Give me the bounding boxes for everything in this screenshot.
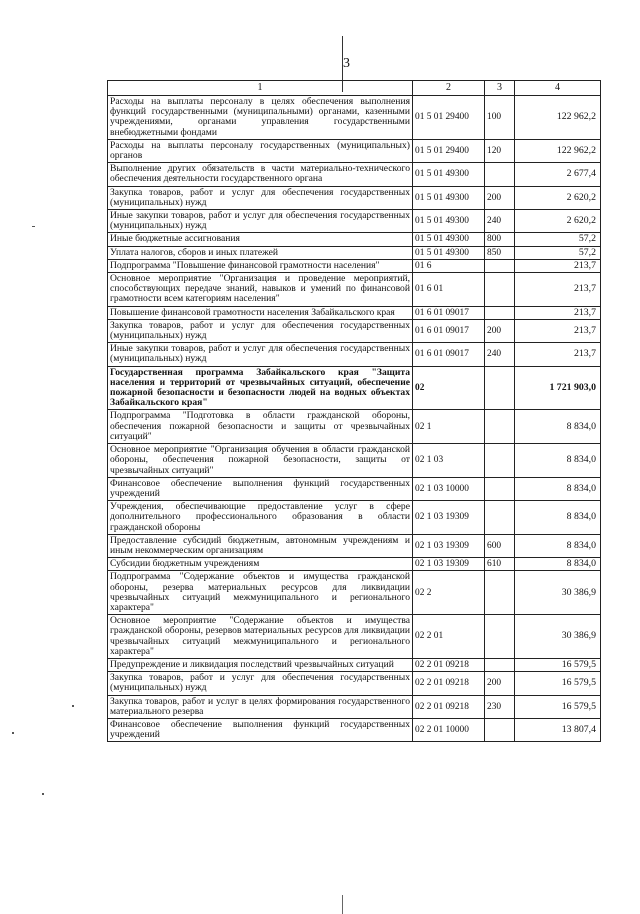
row-code: 01 6 01 [413, 273, 485, 307]
row-description: Основное мероприятие "Организация обучения в области гражданской обороны, обеспечения пожарной безопасности, защиты от чрезвычайных ситуаций" [108, 444, 413, 478]
table-row [108, 96, 601, 140]
row-amount: 122 962,2 [515, 96, 601, 140]
scan-dot [32, 226, 35, 227]
row-expense-type [485, 658, 515, 671]
row-expense-type [485, 571, 515, 615]
row-amount: 16 579,5 [515, 695, 601, 718]
row-description: Финансовое обеспечение выполнения функций государственных учреждений [108, 477, 413, 500]
row-expense-type [485, 273, 515, 307]
row-code: 02 2 01 [413, 615, 485, 659]
row-description: Государственная программа Забайкальского края "Защита населения и территорий от чрезвычайных ситуаций, обеспечение пожарной безопасности и безопасности людей на водных объектах Забайкальского края" [108, 366, 413, 410]
row-code: 02 1 03 19309 [413, 534, 485, 557]
row-description: Подпрограмма "Содержание объектов и имущества гражданской обороны, резерва материальных ресурсов для ликвидации чрезвычайных ситуаций межмуниципального и регионального характера" [108, 571, 413, 615]
row-expense-type: 200 [485, 672, 515, 695]
row-amount: 213,7 [515, 259, 601, 272]
row-description: Выполнение других обязательств в части материально-технического обеспечения деятельности государственного органа [108, 163, 413, 186]
row-description: Закупка товаров, работ и услуг для обеспечения государственных (муниципальных) нужд [108, 186, 413, 209]
row-code: 01 6 01 09017 [413, 306, 485, 319]
row-amount: 57,2 [515, 233, 601, 246]
row-description: Учреждения, обеспечивающие предоставление услуг в сфере дополнительного профессионального образования в области гражданской обороны [108, 501, 413, 535]
row-description: Повышение финансовой грамотности населения Забайкальского края [108, 306, 413, 319]
table-row [108, 246, 601, 259]
table-header-row [108, 81, 601, 96]
row-description: Финансовое обеспечение выполнения функций государственных учреждений [108, 718, 413, 741]
page-number: 3 [343, 56, 350, 71]
row-code: 01 5 01 49300 [413, 186, 485, 209]
row-expense-type: 600 [485, 534, 515, 557]
row-description: Расходы на выплаты персоналу государственных (муниципальных) органов [108, 139, 413, 162]
row-amount: 8 834,0 [515, 477, 601, 500]
row-code: 01 6 [413, 259, 485, 272]
row-amount: 213,7 [515, 273, 601, 307]
row-code: 01 5 01 49300 [413, 246, 485, 259]
row-code: 02 1 03 19309 [413, 558, 485, 571]
row-expense-type [485, 366, 515, 410]
scan-dot [42, 793, 44, 795]
row-description: Основное мероприятие "Организация и проведение мероприятий, способствующих передаче знаний, навыков и умений по финансовой грамотности всем категориям населения" [108, 273, 413, 307]
table-row [108, 444, 601, 478]
table-row [108, 186, 601, 209]
row-code: 02 1 03 19309 [413, 501, 485, 535]
row-code: 02 1 03 10000 [413, 477, 485, 500]
row-amount: 8 834,0 [515, 410, 601, 444]
table-row [108, 259, 601, 272]
budget-table [107, 80, 601, 742]
row-expense-type [485, 306, 515, 319]
row-description: Субсидии бюджетным учреждениям [108, 558, 413, 571]
row-code: 02 2 [413, 571, 485, 615]
row-amount: 213,7 [515, 306, 601, 319]
row-amount: 122 962,2 [515, 139, 601, 162]
row-expense-type: 200 [485, 319, 515, 342]
row-code: 02 1 [413, 410, 485, 444]
row-expense-type: 240 [485, 343, 515, 366]
row-code: 01 5 01 49300 [413, 210, 485, 233]
row-amount: 8 834,0 [515, 444, 601, 478]
row-amount: 213,7 [515, 343, 601, 366]
row-amount: 213,7 [515, 319, 601, 342]
row-expense-type: 200 [485, 186, 515, 209]
scan-dot [72, 705, 74, 707]
row-code: 02 1 03 [413, 444, 485, 478]
row-amount: 57,2 [515, 246, 601, 259]
row-amount: 2 677,4 [515, 163, 601, 186]
row-description: Предоставление субсидий бюджетным, автономным учреждениям и иным некоммерческим организациям [108, 534, 413, 557]
table-row [108, 718, 601, 741]
row-expense-type: 240 [485, 210, 515, 233]
row-amount: 2 620,2 [515, 186, 601, 209]
table-body [108, 96, 601, 742]
row-amount: 1 721 903,0 [515, 366, 601, 410]
table-row [108, 233, 601, 246]
row-expense-type: 100 [485, 96, 515, 140]
row-code: 02 [413, 366, 485, 410]
row-description: Иные закупки товаров, работ и услуг для обеспечения государственных (муниципальных) нужд [108, 210, 413, 233]
row-code: 01 6 01 09017 [413, 319, 485, 342]
row-expense-type: 610 [485, 558, 515, 571]
row-description: Подпрограмма "Подготовка в области гражданской обороны, обеспечения пожарной безопасности и защиты от чрезвычайных ситуаций" [108, 410, 413, 444]
row-description: Предупреждение и ликвидация последствий чрезвычайных ситуаций [108, 658, 413, 671]
header-cell: 2 [413, 81, 485, 96]
row-description: Основное мероприятие "Содержание объектов и имущества гражданской обороны, резервов материальных ресурсов для ликвидации чрезвычайных ситуаций межмуниципального и регионального характера" [108, 615, 413, 659]
table-row [108, 615, 601, 659]
header-cell: 4 [515, 81, 601, 96]
row-expense-type [485, 259, 515, 272]
table-row [108, 534, 601, 557]
table-row [108, 343, 601, 366]
table-row [108, 672, 601, 695]
row-description: Подпрограмма "Повышение финансовой грамотности населения" [108, 259, 413, 272]
row-code: 02 2 01 10000 [413, 718, 485, 741]
row-amount: 30 386,9 [515, 615, 601, 659]
table-row [108, 366, 601, 410]
row-code: 01 5 01 49300 [413, 233, 485, 246]
row-amount: 16 579,5 [515, 672, 601, 695]
row-code: 02 2 01 09218 [413, 658, 485, 671]
row-amount: 8 834,0 [515, 534, 601, 557]
row-expense-type [485, 444, 515, 478]
table-row [108, 558, 601, 571]
scan-dot [12, 732, 14, 734]
table-row [108, 695, 601, 718]
table-row [108, 571, 601, 615]
row-description: Расходы на выплаты персоналу в целях обеспечения выполнения функций государственными (муниципальными) органами, казенными учреждениями, органами управления государственными внебюджетными фондами [108, 96, 413, 140]
table-row [108, 410, 601, 444]
row-expense-type [485, 163, 515, 186]
row-description: Иные закупки товаров, работ и услуг для обеспечения государственных (муниципальных) нужд [108, 343, 413, 366]
row-code: 01 5 01 49300 [413, 163, 485, 186]
row-description: Закупка товаров, работ и услуг для обеспечения государственных (муниципальных) нужд [108, 319, 413, 342]
row-description: Уплата налогов, сборов и иных платежей [108, 246, 413, 259]
table-row [108, 319, 601, 342]
row-expense-type [485, 477, 515, 500]
row-code: 01 6 01 09017 [413, 343, 485, 366]
row-expense-type: 800 [485, 233, 515, 246]
header-cell: 1 [108, 81, 413, 96]
row-expense-type: 120 [485, 139, 515, 162]
row-expense-type [485, 615, 515, 659]
table-row [108, 501, 601, 535]
row-code: 01 5 01 29400 [413, 139, 485, 162]
table-row [108, 477, 601, 500]
table-row [108, 139, 601, 162]
table-row [108, 306, 601, 319]
fold-line-bottom [342, 895, 343, 914]
row-expense-type: 230 [485, 695, 515, 718]
row-description: Закупка товаров, работ и услуг для обеспечения государственных (муниципальных) нужд [108, 672, 413, 695]
row-description: Закупка товаров, работ и услуг в целях формирования государственного материального резерва [108, 695, 413, 718]
row-amount: 30 386,9 [515, 571, 601, 615]
row-code: 02 2 01 09218 [413, 672, 485, 695]
row-amount: 16 579,5 [515, 658, 601, 671]
row-amount: 8 834,0 [515, 558, 601, 571]
header-cell: 3 [485, 81, 515, 96]
table-row [108, 273, 601, 307]
row-expense-type [485, 410, 515, 444]
row-code: 02 2 01 09218 [413, 695, 485, 718]
row-amount: 8 834,0 [515, 501, 601, 535]
table-row [108, 210, 601, 233]
table-row [108, 163, 601, 186]
row-description: Иные бюджетные ассигнования [108, 233, 413, 246]
row-expense-type: 850 [485, 246, 515, 259]
row-amount: 2 620,2 [515, 210, 601, 233]
table-row [108, 658, 601, 671]
row-amount: 13 807,4 [515, 718, 601, 741]
row-expense-type [485, 501, 515, 535]
row-expense-type [485, 718, 515, 741]
row-code: 01 5 01 29400 [413, 96, 485, 140]
